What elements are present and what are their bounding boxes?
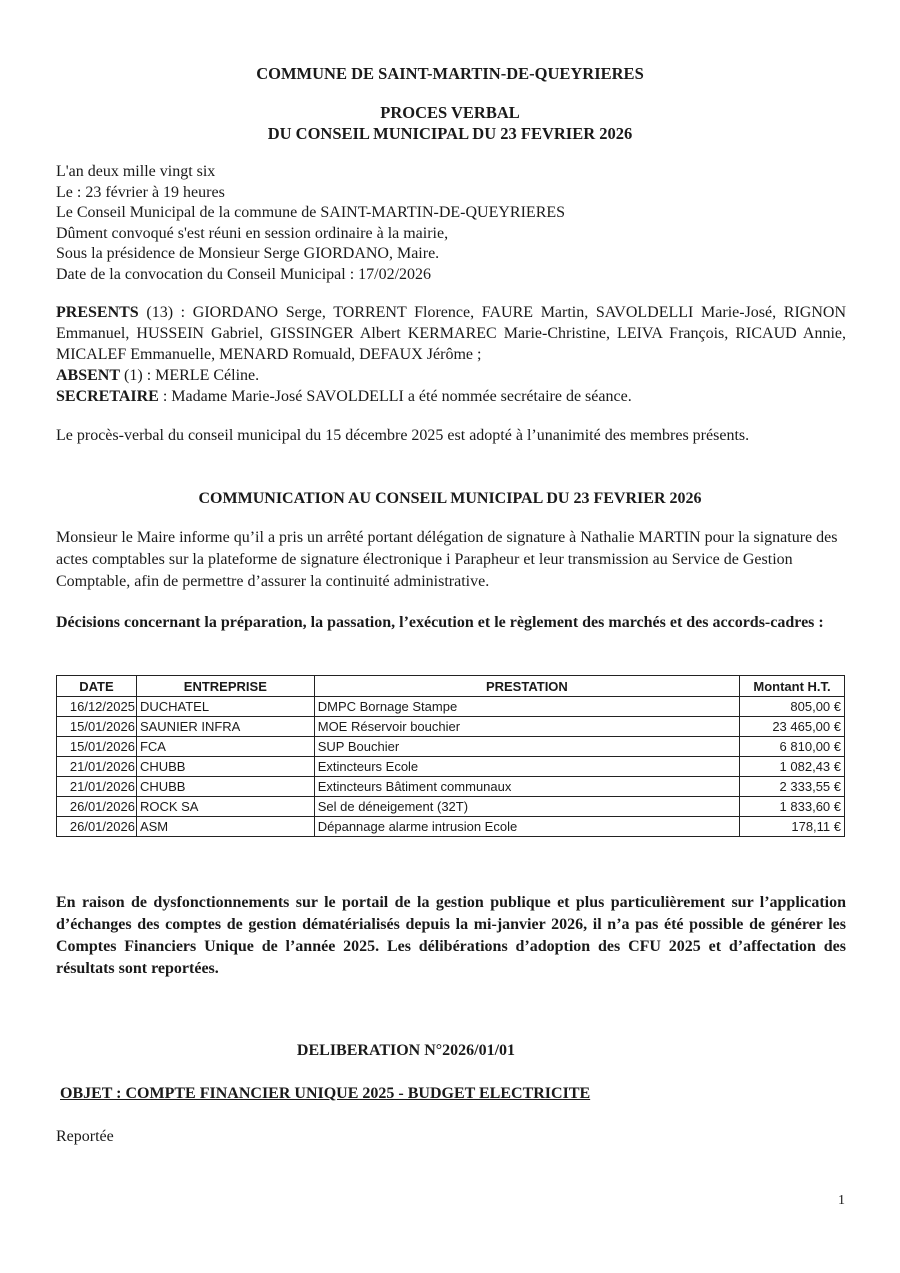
cell-entreprise: SAUNIER INFRA <box>136 717 314 737</box>
col-header-entreprise: ENTREPRISE <box>136 676 314 697</box>
intro-line: Date de la convocation du Conseil Municipal : 17/02/2026 <box>56 265 432 283</box>
table-row <box>57 817 845 837</box>
cell-date: 21/01/2026 <box>57 757 137 777</box>
cell-entreprise: ASM <box>136 817 314 837</box>
communication-title: COMMUNICATION AU CONSEIL MUNICIPAL DU 23 FEVRIER 2026 <box>198 490 702 507</box>
intro-line: L'an deux mille vingt six <box>56 163 216 180</box>
pv-adoption-text: Le procès-verbal du conseil municipal du 15 décembre 2025 est adopté à l’unanimité des membres présents. <box>56 427 750 444</box>
cell-entreprise: CHUBB <box>136 777 314 797</box>
intro-line: Sous la présidence de Monsieur Serge GIORDANO, Maire. <box>56 245 440 263</box>
cell-date: 21/01/2026 <box>57 777 137 797</box>
presents-paragraph <box>56 302 846 365</box>
col-header-prestation: PRESTATION <box>314 676 739 697</box>
cell-entreprise: ROCK SA <box>136 797 314 817</box>
cell-entreprise: DUCHATEL <box>136 697 314 717</box>
dysfunction-notice: En raison de dysfonctionnements sur le portail de la gestion publique et plus particulièrement sur l’application d’échanges des comptes de gestion dématérialisés depuis la mi-janvier 2026, il n’a pas été possible de générer les Comptes Financiers Unique de l’année 2025. Les délibérations d’adoption des CFU 2025 et d’affectation des résultats sont reportées. <box>56 894 846 977</box>
deliberation-number: DELIBERATION N°2026/01/01 <box>296 1042 516 1059</box>
intro-line: Le : 23 février à 19 heures <box>56 183 225 201</box>
document-title <box>0 102 900 144</box>
cell-prestation: Extincteurs Bâtiment communaux <box>314 777 739 797</box>
page-number: 1 <box>838 1193 845 1208</box>
cell-prestation: Sel de déneigement (32T) <box>314 797 739 817</box>
cell-prestation: SUP Bouchier <box>314 737 739 757</box>
cell-montant: 2 333,55 € <box>740 777 845 797</box>
secretaire-label: SECRETAIRE <box>56 388 159 405</box>
table-header-row <box>57 676 845 697</box>
table-row <box>57 777 845 797</box>
deliberation-status: Reportée <box>56 1128 114 1145</box>
attendance-block <box>56 302 846 407</box>
cell-date: 26/01/2026 <box>57 797 137 817</box>
cell-montant: 1 082,43 € <box>740 757 845 777</box>
secretaire-paragraph <box>56 386 846 407</box>
absent-label: ABSENT <box>56 367 121 384</box>
table-row <box>57 797 845 817</box>
cell-entreprise: FCA <box>136 737 314 757</box>
communication-text: Monsieur le Maire informe qu’il a pris un arrêté portant délégation de signature à Nathalie MARTIN pour la signature des actes comptables sur la plateforme de signature électronique i Parapheur et leur transmission au Service de Gestion Comptable, afin de permettre d’assurer la continuité administrative. <box>56 529 838 590</box>
absent-paragraph <box>56 365 846 386</box>
table-row <box>57 717 845 737</box>
cell-montant: 805,00 € <box>740 697 845 717</box>
col-header-date: DATE <box>57 676 137 697</box>
presents-label: PRESENTS <box>56 304 139 321</box>
cell-montant: 23 465,00 € <box>740 717 845 737</box>
table-row <box>57 757 845 777</box>
intro-line: Le Conseil Municipal de la commune de SAINT-MARTIN-DE-QUEYRIERES <box>56 204 566 222</box>
presents-list: (13) : GIORDANO Serge, TORRENT Florence, FAURE Martin, SAVOLDELLI Marie-José, RIGNON Emmanuel, HUSSEIN Gabriel, GISSINGER Albert KERMAREC Marie-Christine, LEIVA François, RICAUD Annie, MICALEF Emmanuelle, MENARD Romuald, DEFAUX Jérôme ; <box>56 304 846 363</box>
cell-date: 15/01/2026 <box>57 717 137 737</box>
session-intro <box>56 162 565 286</box>
decisions-heading: Décisions concernant la préparation, la passation, l’exécution et le règlement des marchés et des accords-cadres : <box>56 614 824 631</box>
cell-montant: 1 833,60 € <box>740 797 845 817</box>
cell-prestation: DMPC Bornage Stampe <box>314 697 739 717</box>
cell-entreprise: CHUBB <box>136 757 314 777</box>
table-row <box>57 697 845 717</box>
title-line-1: PROCES VERBAL <box>380 103 520 122</box>
title-line-2: DU CONSEIL MUNICIPAL DU 23 FEVRIER 2026 <box>267 124 633 143</box>
commune-heading: COMMUNE DE SAINT-MARTIN-DE-QUEYRIERES <box>256 64 644 83</box>
marches-table <box>56 675 845 837</box>
cell-montant: 6 810,00 € <box>740 737 845 757</box>
table-row <box>57 737 845 757</box>
cell-date: 15/01/2026 <box>57 737 137 757</box>
col-header-montant: Montant H.T. <box>740 676 845 697</box>
cell-prestation: Extincteurs Ecole <box>314 757 739 777</box>
absent-list: (1) : MERLE Céline. <box>120 367 260 384</box>
cell-prestation: Dépannage alarme intrusion Ecole <box>314 817 739 837</box>
intro-line: Dûment convoqué s'est réuni en session ordinaire à la mairie, <box>56 224 449 242</box>
cell-date: 16/12/2025 <box>57 697 137 717</box>
secretaire-text: : Madame Marie-José SAVOLDELLI a été nommée secrétaire de séance. <box>158 388 632 405</box>
deliberation-objet: OBJET : COMPTE FINANCIER UNIQUE 2025 - BUDGET ELECTRICITE <box>60 1085 591 1102</box>
cell-date: 26/01/2026 <box>57 817 137 837</box>
cell-montant: 178,11 € <box>740 817 845 837</box>
cell-prestation: MOE Réservoir bouchier <box>314 717 739 737</box>
